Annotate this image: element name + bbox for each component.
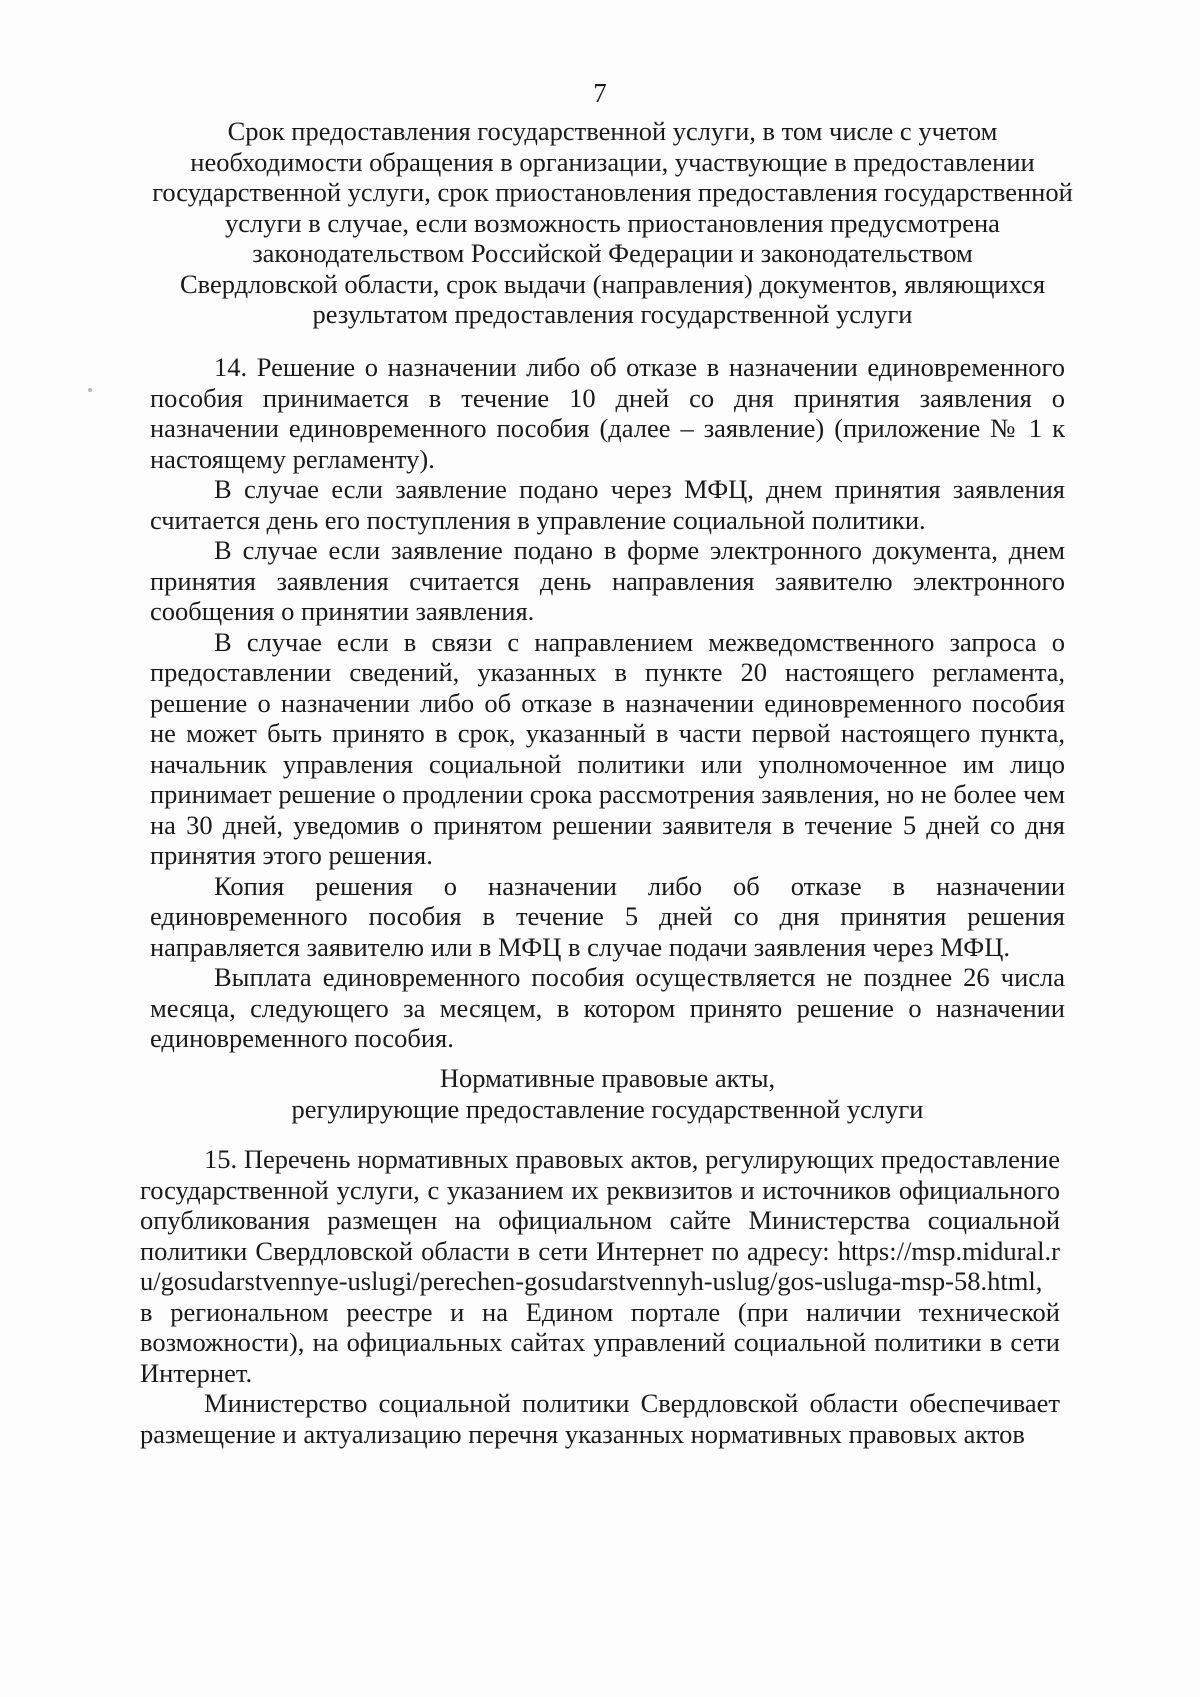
paragraph-decision-copy: Копия решения о назначении либо об отказе в назначении единовременного пособия в течение 5 дней со дня принятия решения направляется заявителю или в МФЦ в случае подачи заявления через МФЦ. <box>150 870 1065 962</box>
heading-line: государственной услуги, срок приостановления предоставления государственной <box>152 177 1073 207</box>
heading-line: законодательством Российской Федерации и законодательством <box>252 238 973 268</box>
section-heading-service-term <box>150 116 1075 330</box>
section-body-legal-acts <box>140 1144 1060 1449</box>
ministry-url-link[interactable]: https://msp.midural.ru/gosudarstvennye-uslugi/perechen-gosudarstvennyh-uslug/gos-usluga-msp-58.html <box>140 1235 1060 1296</box>
heading-line: Нормативные правовые акты, <box>439 1063 776 1093</box>
paragraph-payment: Выплата единовременного пособия осуществляется не позднее 26 числа месяца, следующего за месяцем, в котором принято решение о назначении единовременного пособия. <box>150 962 1065 1053</box>
paragraph-mfc-submission: В случае если заявление подано через МФЦ, днем принятия заявления считается день его поступления в управление социальной политики. <box>150 474 1065 535</box>
section-heading-legal-acts <box>150 1063 1065 1124</box>
paragraph-ministry-duty: Министерство социальной политики Свердловской области обеспечивает размещение и актуализацию перечня указанных нормативных правовых актов <box>140 1388 1060 1449</box>
paragraph-electronic-submission: В случае если заявление подано в форме электронного документа, днем принятия заявления считается день направления заявителю электронного сообщения о принятии заявления. <box>150 535 1065 626</box>
heading-line: услуги в случае, если возможность приостановления предусмотрена <box>225 207 1000 238</box>
paragraph-15-text: 15. Перечень нормативных правовых актов, регулирующих предоставление государственной услуги, с указанием их реквизитов и источников официального опубликования размещен на официальном сайте Министерства социальной политики Свердловской области в сети Интернет по адресу: <box>140 1144 1060 1266</box>
heading-line: результатом предоставления государственной услуги <box>312 299 913 329</box>
paragraph-14: 14. Решение о назначении либо об отказе в назначении единовременного пособия принимается в течение 10 дней со дня принятия заявления о назначении единовременного пособия (далее – заявление) (приложение № 1 к настоящему регламенту). <box>150 352 1065 474</box>
heading-line: необходимости обращения в организации, участвующие в предоставлении <box>190 146 1035 177</box>
paragraph-term-extension: В случае если в связи с направлением межведомственного запроса о предоставлении сведений, указанных в пункте 20 настоящего регламента, решение о назначении либо об отказе в назначении единовременного пособия не может быть принято в срок, указанный в части первой настоящего пункта, начальник управления социальной политики или уполномоченное им лицо принимает решение о продлении срока рассмотрения заявления, но не более чем на 30 дней, уведомив о принятом решении заявителя в течение 5 дней со дня принятия этого решения. <box>150 626 1065 870</box>
paragraph-15-text-continued: , в региональном реестре и на Едином портале (при наличии технической возможности), на официальных сайтах управлений социальной политики в сети Интернет. <box>140 1266 1060 1388</box>
section-body-service-term <box>150 352 1065 1054</box>
heading-line: Срок предоставления государственной услуги, в том числе с учетом <box>227 116 998 146</box>
page-number: 7 <box>593 78 607 108</box>
heading-line: регулирующие предоставление государственной услуги <box>291 1093 924 1124</box>
paragraph-15 <box>140 1144 1060 1388</box>
heading-line: Свердловской области, срок выдачи (направления) документов, являющихся <box>179 268 1046 299</box>
scan-dot <box>88 388 92 392</box>
